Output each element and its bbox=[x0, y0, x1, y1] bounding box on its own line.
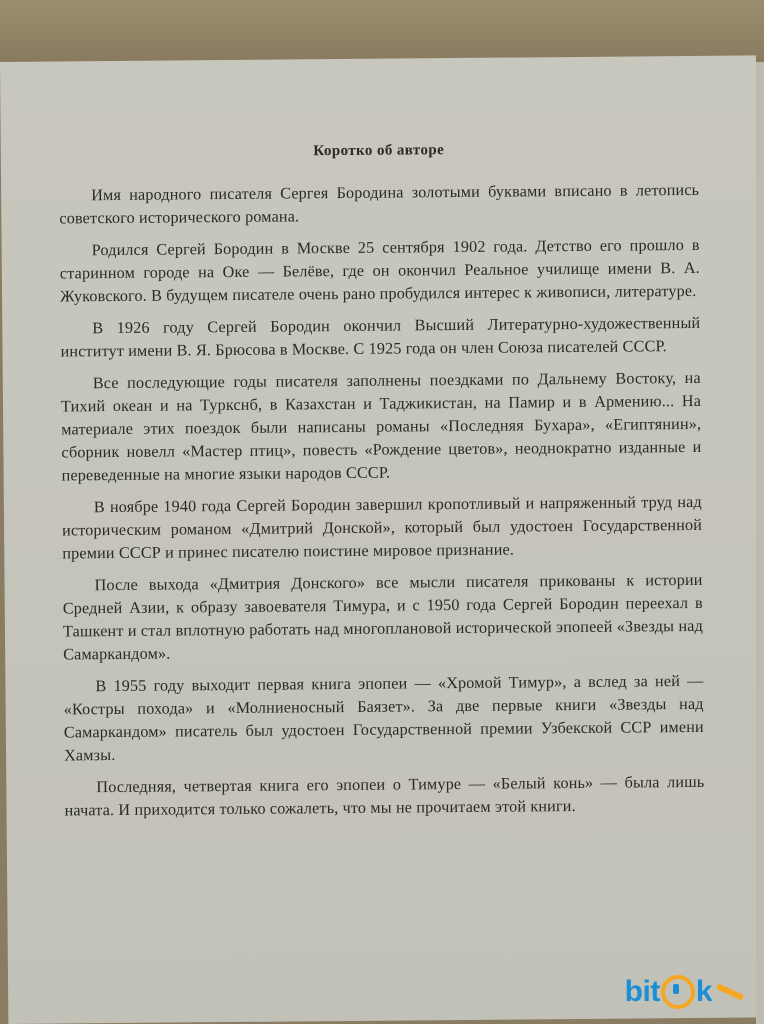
book-page bbox=[0, 55, 764, 1024]
paragraph-4: Все последующие годы писателя заполнены поездками по Дальнему Востоку, на Тихий океан и на Туркснб, в Казахстан и Таджикистан, на Памир и в Армению... На материале этих поездок были написаны романы «Последняя Бухара», «Египтянин», сборник новелл «Мастер птиц», повесть «Рождение цветов», неоднократно изданные и переведенные на многие языки народов СССР. bbox=[60, 368, 702, 485]
paragraph-3: В 1926 году Сергей Бородин окончил Высший Литературно-художественный институт имени В. Я. Брюсова в Москве. С 1925 года он член Союза писателей СССР. bbox=[60, 313, 701, 361]
page-content bbox=[59, 140, 705, 832]
watermark-logo bbox=[625, 972, 744, 1012]
page-edge bbox=[756, 62, 764, 1024]
watermark-suffix: k bbox=[695, 975, 712, 1008]
paragraph-6: После выхода «Дмитрия Донского» все мысли писателя прикованы к истории Средней Азии, к образу завоевателя Тимура, и с 1950 года Сергей Бородин переехал в Ташкент и стал вплотную работать над многоплановой исторической эпопеей «Звезды над Самаркандом». bbox=[62, 570, 704, 664]
paragraph-2: Родился Сергей Бородин в Москве 25 сентября 1902 года. Детство его прошло в старинном городе на Оке — Белёве, где он окончил Реальное училище имени В. А. Жуковского. В будущем писателе очень рано пробудился интерес к живописи, литературе. bbox=[59, 235, 700, 306]
watermark-prefix: bit bbox=[624, 975, 660, 1008]
paragraph-7: В 1955 году выходит первая книга эпопеи — «Хромой Тимур», а вслед за ней — «Костры похода» и «Молниеносный Баязет». За две первые книги «Звезды над Самаркандом» писатель был удостоен Государственной премии Узбекской ССР имени Хамзы. bbox=[63, 671, 704, 765]
paragraph-1: Имя народного писателя Сергея Бородина золотыми буквами вписано в летопись советского исторического романа. bbox=[59, 180, 700, 228]
paragraph-5: В ноябре 1940 года Сергей Бородин завершил кропотливый и напряженный труд над историческим романом «Дмитрий Донской», который был удостоен Государственной премии СССР и принес писателю поистине мировое признание. bbox=[62, 492, 703, 563]
paragraph-8: Последняя, четвертая книга его эпопеи о Тимуре — «Белый конь» — была лишь начата. И приходится только сожалеть, что мы не прочитаем этой книги. bbox=[64, 772, 705, 820]
hammer-icon bbox=[716, 983, 744, 1000]
page-title: Коротко об авторе bbox=[313, 142, 445, 160]
bitok-logo-icon bbox=[661, 975, 695, 1009]
